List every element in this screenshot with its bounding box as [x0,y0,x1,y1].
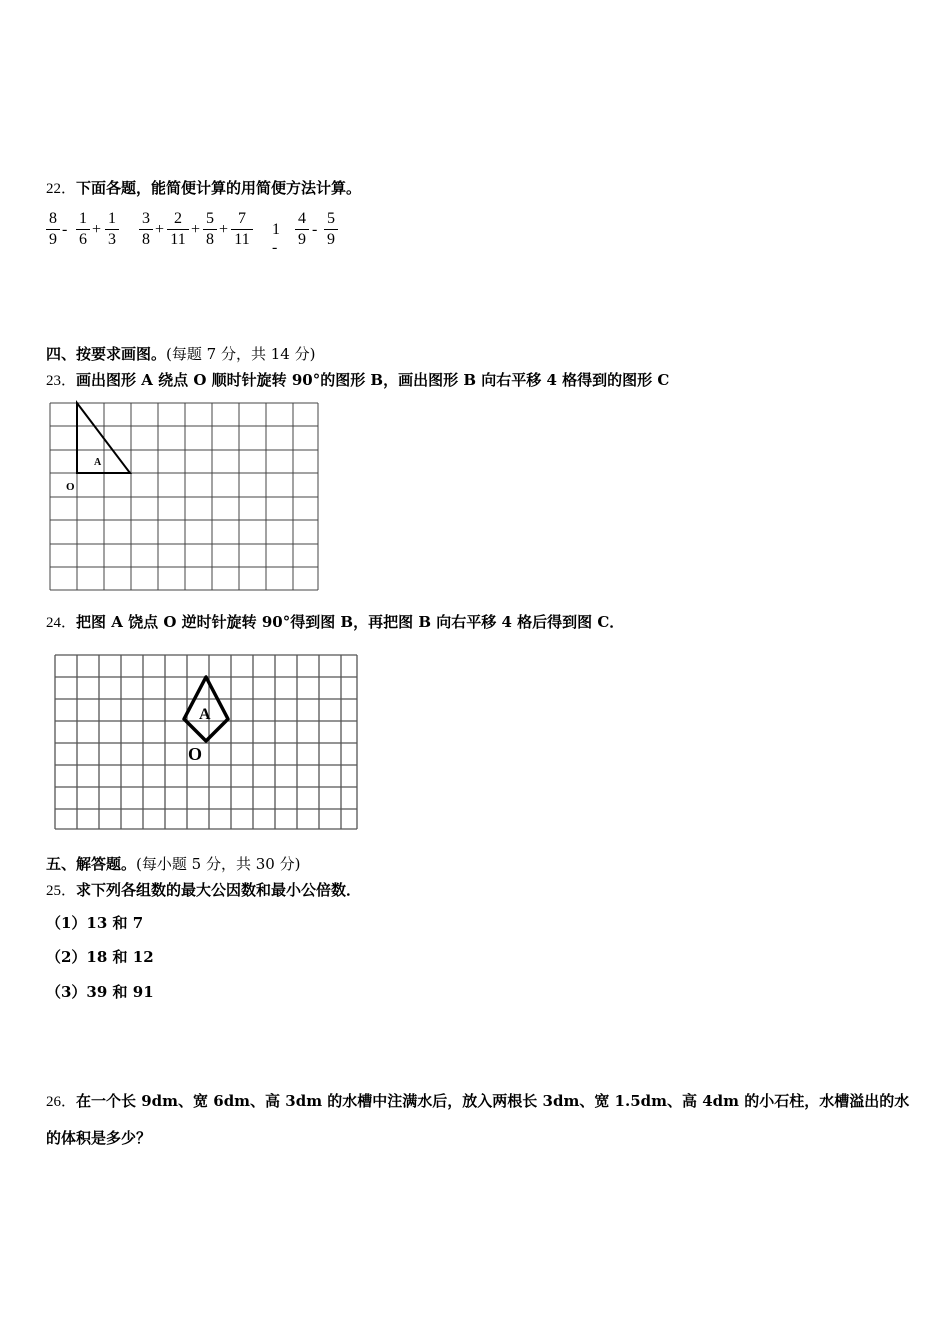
operator: - [62,221,68,238]
operator: + [191,221,201,238]
shape-a-label: A [199,706,211,723]
operator: + [219,221,229,238]
q26-line-2: 的体积是多少？ [46,1129,152,1147]
q25-text: 求下列各组数的最大公因数和最小公倍数． [76,881,362,899]
operator: - [312,221,318,238]
q24-grid-figure [52,653,360,831]
q25-item-2: （2）18 和 12 [46,948,154,966]
fraction: 1 3 [105,210,119,249]
fraction: 2 11 [167,210,189,249]
grid-lines [50,403,318,590]
fraction: 4 9 [295,210,309,249]
fraction: 5 8 [203,210,217,249]
q25-number: 25． [46,883,77,899]
fraction: 8 9 [46,210,60,249]
q23-grid-figure [48,400,320,592]
q26-line-1 [46,1090,909,1111]
q25-item-3: （3）39 和 91 [46,983,154,1001]
q22-text: 下面各题，能简便计算的用简便方法计算。 [76,179,362,197]
shape-a-label: A [94,457,102,468]
fraction: 5 9 [324,210,338,249]
q24-heading [46,611,624,632]
section-5-heading [46,853,300,874]
q23-text: 画出图形 A 绕点 O 顺时针旋转 90°的图形 B，画出图形 B 向右平移 4 格得到的图形 C [76,371,670,389]
point-o-label: O [66,481,75,493]
operator: + [155,221,165,238]
q22-number: 22． [46,181,77,197]
section-4-title: 四、按要求画图。 [46,345,167,363]
section-4-note: (每题 7 分，共 14 分) [166,345,316,363]
fraction: 7 11 [231,210,253,249]
section-4-heading [46,343,315,364]
operator: 1 - [272,221,280,256]
q26-text-line-1: 在一个长 9dm、宽 6dm、高 3dm 的水槽中注满水后，放入两根长 3dm、宽 1.5dm、高 4dm 的小石柱，水槽溢出的水 [76,1092,910,1110]
point-o-label: O [188,744,203,764]
q25-heading [46,879,361,900]
q26-number: 26． [46,1094,77,1110]
fraction: 1 6 [76,210,90,249]
q23-number: 23． [46,373,77,389]
fraction: 3 8 [139,210,153,249]
section-5-note: (每小题 5 分，共 30 分) [136,855,301,873]
q23-heading [46,369,669,390]
operator: + [92,221,102,238]
section-5-title: 五、解答题。 [46,855,137,873]
q22-heading [46,177,361,198]
q24-number: 24． [46,615,77,631]
q25-item-1: （1）13 和 7 [46,914,144,932]
q24-text: 把图 A 饶点 O 逆时针旋转 90°得到图 B，再把图 B 向右平移 4 格后得到图 C． [76,613,625,631]
